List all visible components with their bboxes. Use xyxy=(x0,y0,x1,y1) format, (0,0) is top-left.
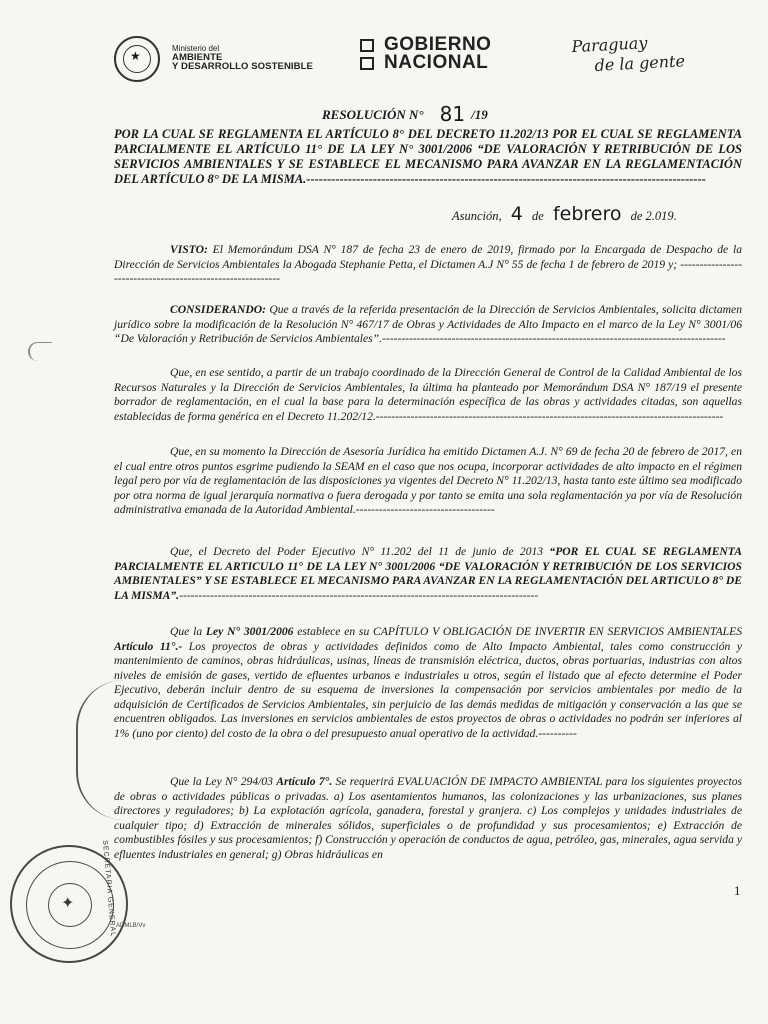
que-3-text: Que, el Decreto del Poder Ejecutivo N° 11.202 del 11 de junio de 2013 xyxy=(170,545,550,558)
que-paragraph-5 xyxy=(114,775,742,862)
national-seal-icon xyxy=(114,36,160,82)
que-4-law: Ley N° 3001/2006 xyxy=(205,625,294,638)
date-de: de xyxy=(532,209,544,223)
considerando-text: Que a través de la referida presentación de la Dirección de Servicios Ambientales, solicita dictamen jurídico sobre la modificación de la Resolución N° 467/17 de Obras y Actividades de Alto Impacto en el marco de la Ley N° 3001/06 “De Valoración y Retribución de Servicios Ambientales”.----------------------------------------------------------------------------------------- xyxy=(114,303,742,345)
que-2-text: Que, en su momento la Dirección de Asesoría Jurídica ha emitido Dictamen A.J. N° 69 de fecha 20 de febrero de 2017, en el cual entre otros puntos esgrime pudiendo la SEAM en el caso que nos ocupa, incorporar actividades de alto impacto en el régimen legal pero por vía de reglamentación de las disposiciones ya vigentes del Decreto N° 11.202/13, hasta tanto este último sea modificado por otra norma de igual jerarquía normativa o fuera derogada y por tanto se emita una sola reglamentación ya por vía de Resolución administrativa emanada de la Autoridad Ambiental.------------------------------------ xyxy=(114,445,742,516)
gov-line-1: GOBIERNO xyxy=(384,34,492,55)
date-city: Asunción, xyxy=(452,209,502,223)
gov-square-icon xyxy=(360,57,374,70)
drafter-initials: ADMLB/Vv xyxy=(116,923,146,929)
date-month: febrero xyxy=(552,203,622,225)
que-paragraph-1 xyxy=(114,366,742,424)
side-stamp-icon xyxy=(76,680,124,820)
que-4-article: Artículo 11°.- xyxy=(114,639,183,653)
date-line xyxy=(452,203,677,225)
paraguay-brand xyxy=(571,31,693,77)
visto-paragraph xyxy=(114,243,742,287)
brand-line-2: de la gente xyxy=(594,51,686,75)
gov-square-icon xyxy=(360,39,374,52)
que-3-tail: --------------------------------------------------------------------------------------------- xyxy=(179,588,539,602)
date-year: de 2.019. xyxy=(630,209,677,223)
ministry-line-3: Y DESARROLLO SOSTENIBLE xyxy=(172,61,313,72)
resolution-number: 81 xyxy=(439,102,466,126)
visto-lead: VISTO: xyxy=(170,243,208,256)
resolution-title: POR LA CUAL SE REGLAMENTA EL ARTÍCULO 8° DEL DECRETO 11.202/13 POR EL CUAL SE REGLAMENTA PARCIALMENTE EL ARTÍCULO 11° DE LA LEY N° 3001/2006 “DE VALORACIÓN Y RETRIBUCIÓN DE LOS SERVICIOS AMBIENTALES Y SE ESTABLECE EL MECANISMO PARA AVANZAR EN LA REGLAMENTACIÓN DEL ARTÍCULO 8° DE LA MISMA.------------------------------------------------------------------------------------------------ xyxy=(114,127,742,186)
ministry-line-1: Ministerio del xyxy=(172,44,220,53)
que-3-bold: “POR EL CUAL SE REGLAMENTA PARCIALMENTE EL ARTICULO 11° DE LA LEY N° 3001/2006 “DE VALORACIÓN Y RETRIBUCIÓN DE LOS SERVICIOS AMBIENTALES” Y SE ESTABLECE EL MECANISMO PARA AVANZAR EN LA REGLAMENTACIÓN DEL ARTICULO 8° DE LA MISMA”. xyxy=(114,545,742,602)
que-5-pre: Que la Ley N° 294/03 xyxy=(170,775,277,788)
que-1-text: Que, en ese sentido, a partir de un trabajo coordinado de la Dirección General de Control de la Calidad Ambiental de los Recursos Naturales y la Dirección de Servicios Ambientales, la última ha planteado por Memorándum DSA N° 187/19 el presente borrador de reglamentación, en el cual la base para la determinación específica de las obras y actividades citadas, son aquellas establecidas de forma genérica en el Decreto 11.202/12.------------------------------------------------------------------------------------------ xyxy=(114,366,742,423)
page-number: 1 xyxy=(734,883,741,898)
que-paragraph-2 xyxy=(114,445,742,518)
stamp-text: SECRETARIA GENERAL xyxy=(101,840,117,938)
gobierno-nacional-logo xyxy=(360,36,500,76)
que-paragraph-3 xyxy=(114,545,742,603)
que-5-text: Se requerirá EVALUACIÓN DE IMPACTO AMBIENTAL para los siguientes proyectos de obras o actividades públicas o privadas. a) Los asentamientos humanos, las colonizaciones y las urbanizaciones, sus planes directores y reguladores; b) La explotación agrícola, ganadera, forestal y granjera. c) Los complejos y unidades industriales de cualquier tipo; d) Extracción de minerales sólidos, superficiales o de profundidad y sus procesamientos; e) Extracción de combustibles fósiles y sus procesamientos; f) Construcción y operación de conductos de agua, petróleo, gas, minerales, agua servida y efluentes industriales en general; g) Obras hidráulicas en xyxy=(114,775,743,861)
ministry-logo-text xyxy=(172,44,313,71)
considerando-paragraph xyxy=(114,303,742,347)
que-5-article: Artículo 7°. xyxy=(276,775,333,788)
que-4-mid: establece en su CAPÍTULO V OBLIGACIÓN DE INVERTIR EN SERVICIOS AMBIENTALES xyxy=(293,625,742,638)
que-4-text: Los proyectos de obras y actividades definidos como de Alto Impacto Ambiental, tales como construcción y mantenimiento de caminos, obras hidráulicas, usinas, líneas de transmisión eléctrica, ductos, obras portuarias, industrias con altos niveles de emisión de gases, vertido de efluentes urbanos e industriales u otros, según el listado que al efecto determine el Poder Ejecutivo, deberán incluir dentro de su esquema de inversiones la compensación por servicios ambientales por medio de la adquisición de Certificados de Servicios Ambientales, sin perjuicio de las demás medidas de mitigación y conservación a las que se encuentren obligados. Las inversiones en servicios ambientales de estos proyectos de obras o actividades no podrán ser inferiores al 1% (uno por ciento) del costo de la obra o del presupuesto anual operativo de la actividad.---------- xyxy=(114,639,742,740)
date-day: 4 xyxy=(510,203,523,225)
considerando-lead: CONSIDERANDO: xyxy=(170,303,266,316)
resolution-label: RESOLUCIÓN N° xyxy=(322,107,424,122)
gov-line-2: NACIONAL xyxy=(384,52,489,73)
resolution-year: /19 xyxy=(471,107,488,122)
que-4-pre: Que la xyxy=(170,625,206,638)
brand-line-1: Paraguay xyxy=(571,33,648,57)
visto-text: El Memorándum DSA N° 187 de fecha 23 de enero de 2019, firmado por la Encargada de Despacho de la Dirección de Servicios Ambientales la Abogada Stephanie Petta, el Dictamen A.J N° 55 de fecha 1 de febrero de 2019 y; ----------------------------------------------------------- xyxy=(114,243,742,285)
que-paragraph-4 xyxy=(114,625,742,741)
ministry-line-2: AMBIENTE xyxy=(172,52,223,63)
resolution-heading xyxy=(322,100,488,124)
margin-mark xyxy=(28,342,52,361)
